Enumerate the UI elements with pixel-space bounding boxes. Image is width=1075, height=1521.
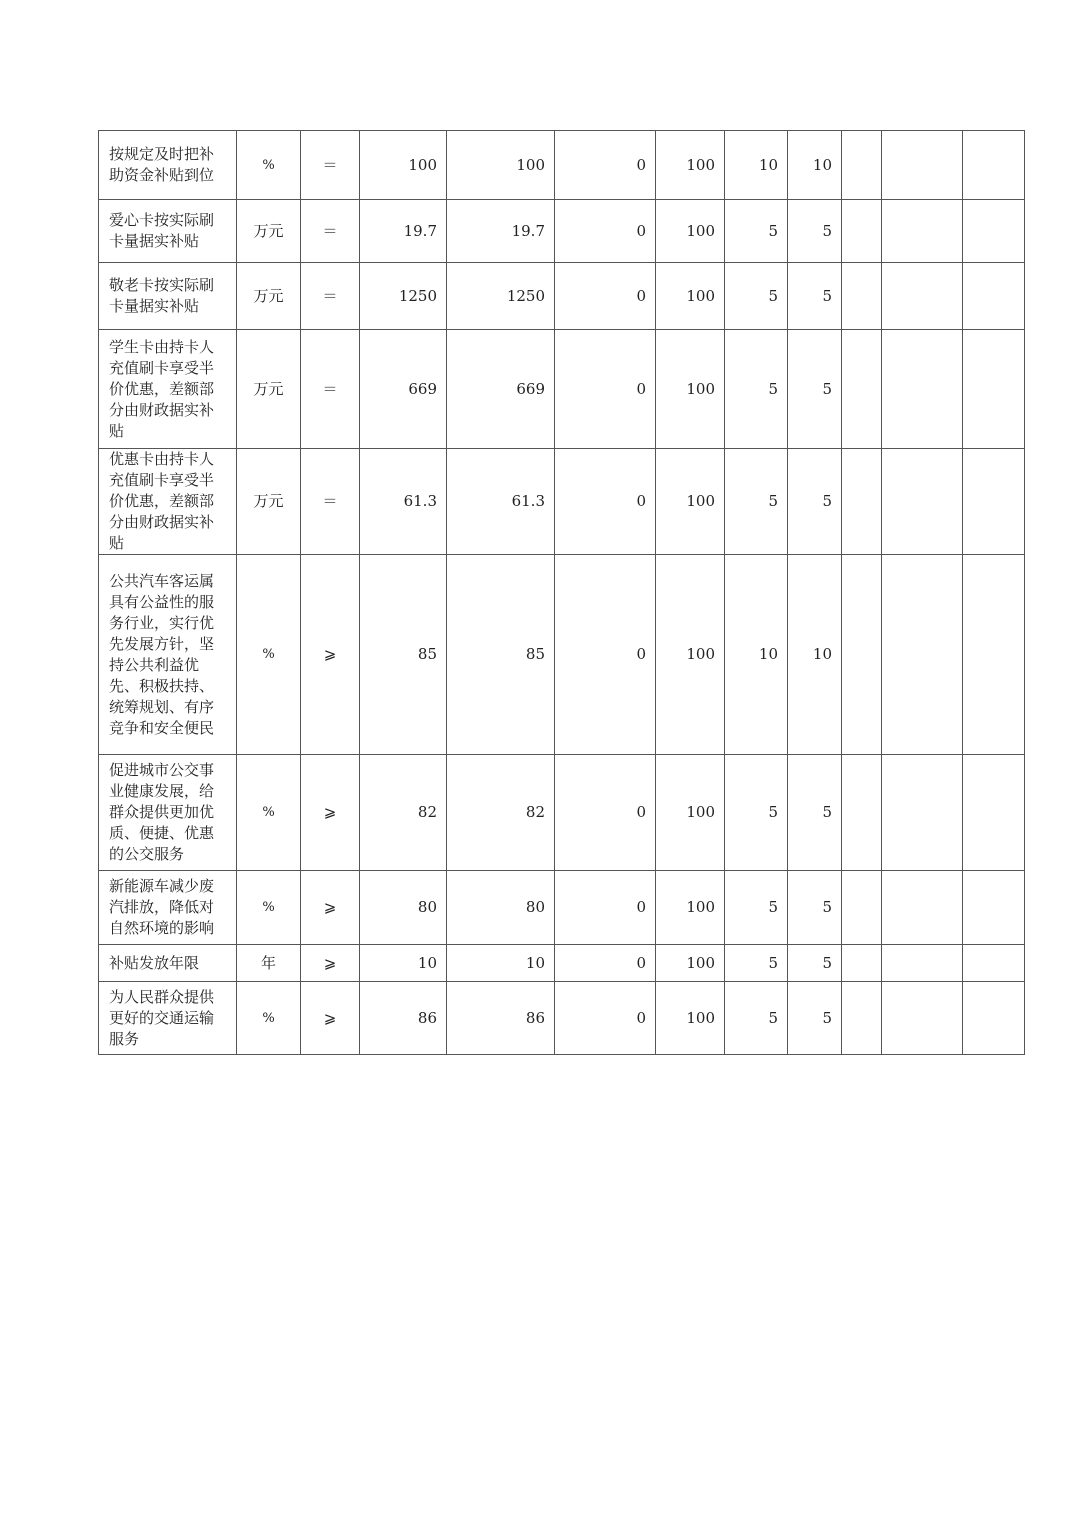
operator-cell: ⩾ xyxy=(301,755,360,871)
empty-cell xyxy=(882,945,963,982)
indicator-cell: 为人民群众提供更好的交通运输服务 xyxy=(99,982,237,1055)
score-cell: 5 xyxy=(788,871,842,945)
operator-cell: ⩾ xyxy=(301,555,360,755)
weight-cell: 5 xyxy=(725,755,788,871)
weight-cell: 5 xyxy=(725,200,788,263)
unit-cell: 万元 xyxy=(237,263,301,330)
empty-cell xyxy=(882,555,963,755)
weight-cell: 5 xyxy=(725,871,788,945)
empty-cell xyxy=(842,330,882,449)
empty-cell xyxy=(882,871,963,945)
target-value-cell: 80 xyxy=(360,871,447,945)
empty-cell xyxy=(963,200,1025,263)
weight-cell: 10 xyxy=(725,131,788,200)
target-value-cell: 82 xyxy=(360,755,447,871)
empty-cell xyxy=(882,200,963,263)
score-cell: 10 xyxy=(788,555,842,755)
deviation-cell: 0 xyxy=(555,555,656,755)
target-value-cell: 19.7 xyxy=(360,200,447,263)
actual-value-cell: 19.7 xyxy=(447,200,555,263)
score-cell: 5 xyxy=(788,330,842,449)
score-cell: 5 xyxy=(788,982,842,1055)
completion-rate-cell: 100 xyxy=(656,982,725,1055)
empty-cell xyxy=(842,449,882,555)
actual-value-cell: 85 xyxy=(447,555,555,755)
empty-cell xyxy=(842,555,882,755)
actual-value-cell: 61.3 xyxy=(447,449,555,555)
target-value-cell: 1250 xyxy=(360,263,447,330)
empty-cell xyxy=(882,755,963,871)
indicator-cell: 按规定及时把补助资金补贴到位 xyxy=(99,131,237,200)
score-cell: 5 xyxy=(788,263,842,330)
completion-rate-cell: 100 xyxy=(656,330,725,449)
weight-cell: 5 xyxy=(725,982,788,1055)
actual-value-cell: 80 xyxy=(447,871,555,945)
indicator-cell: 补贴发放年限 xyxy=(99,945,237,982)
performance-table xyxy=(98,130,1025,1055)
unit-cell: 年 xyxy=(237,945,301,982)
empty-cell xyxy=(963,555,1025,755)
table-row xyxy=(99,131,1025,200)
empty-cell xyxy=(882,449,963,555)
operator-cell: ＝ xyxy=(301,449,360,555)
actual-value-cell: 10 xyxy=(447,945,555,982)
score-cell: 5 xyxy=(788,449,842,555)
completion-rate-cell: 100 xyxy=(656,131,725,200)
deviation-cell: 0 xyxy=(555,263,656,330)
target-value-cell: 61.3 xyxy=(360,449,447,555)
deviation-cell: 0 xyxy=(555,449,656,555)
table-row xyxy=(99,871,1025,945)
empty-cell xyxy=(842,131,882,200)
deviation-cell: 0 xyxy=(555,330,656,449)
weight-cell: 5 xyxy=(725,263,788,330)
actual-value-cell: 1250 xyxy=(447,263,555,330)
deviation-cell: 0 xyxy=(555,945,656,982)
empty-cell xyxy=(963,449,1025,555)
actual-value-cell: 86 xyxy=(447,982,555,1055)
empty-cell xyxy=(842,945,882,982)
empty-cell xyxy=(963,131,1025,200)
completion-rate-cell: 100 xyxy=(656,945,725,982)
deviation-cell: 0 xyxy=(555,871,656,945)
target-value-cell: 100 xyxy=(360,131,447,200)
operator-cell: ＝ xyxy=(301,263,360,330)
actual-value-cell: 82 xyxy=(447,755,555,871)
table-row xyxy=(99,263,1025,330)
empty-cell xyxy=(963,945,1025,982)
target-value-cell: 669 xyxy=(360,330,447,449)
operator-cell: ＝ xyxy=(301,200,360,263)
completion-rate-cell: 100 xyxy=(656,200,725,263)
empty-cell xyxy=(963,982,1025,1055)
table-row xyxy=(99,200,1025,263)
weight-cell: 10 xyxy=(725,555,788,755)
indicator-cell: 爱心卡按实际刷卡量据实补贴 xyxy=(99,200,237,263)
target-value-cell: 85 xyxy=(360,555,447,755)
empty-cell xyxy=(882,982,963,1055)
completion-rate-cell: 100 xyxy=(656,263,725,330)
target-value-cell: 86 xyxy=(360,982,447,1055)
operator-cell: ＝ xyxy=(301,131,360,200)
completion-rate-cell: 100 xyxy=(656,555,725,755)
empty-cell xyxy=(963,330,1025,449)
deviation-cell: 0 xyxy=(555,131,656,200)
operator-cell: ＝ xyxy=(301,330,360,449)
deviation-cell: 0 xyxy=(555,982,656,1055)
unit-cell: % xyxy=(237,755,301,871)
indicator-cell: 促进城市公交事业健康发展，给群众提供更加优质、便捷、优惠的公交服务 xyxy=(99,755,237,871)
indicator-cell: 公共汽车客运属具有公益性的服务行业，实行优先发展方针，坚持公共利益优先、积极扶持、统筹规划、有序竞争和安全便民 xyxy=(99,555,237,755)
score-cell: 5 xyxy=(788,945,842,982)
unit-cell: 万元 xyxy=(237,330,301,449)
table-row xyxy=(99,555,1025,755)
deviation-cell: 0 xyxy=(555,200,656,263)
actual-value-cell: 669 xyxy=(447,330,555,449)
table-row xyxy=(99,945,1025,982)
empty-cell xyxy=(963,871,1025,945)
empty-cell xyxy=(882,330,963,449)
unit-cell: % xyxy=(237,871,301,945)
weight-cell: 5 xyxy=(725,330,788,449)
empty-cell xyxy=(842,982,882,1055)
empty-cell xyxy=(963,755,1025,871)
empty-cell xyxy=(842,263,882,330)
unit-cell: % xyxy=(237,131,301,200)
completion-rate-cell: 100 xyxy=(656,871,725,945)
score-cell: 5 xyxy=(788,755,842,871)
completion-rate-cell: 100 xyxy=(656,449,725,555)
operator-cell: ⩾ xyxy=(301,945,360,982)
unit-cell: 万元 xyxy=(237,449,301,555)
empty-cell xyxy=(963,263,1025,330)
operator-cell: ⩾ xyxy=(301,982,360,1055)
indicator-cell: 学生卡由持卡人充值刷卡享受半价优惠，差额部分由财政据实补贴 xyxy=(99,330,237,449)
table-row xyxy=(99,982,1025,1055)
indicator-cell: 敬老卡按实际刷卡量据实补贴 xyxy=(99,263,237,330)
unit-cell: % xyxy=(237,982,301,1055)
weight-cell: 5 xyxy=(725,945,788,982)
indicator-cell: 优惠卡由持卡人充值刷卡享受半价优惠，差额部分由财政据实补贴 xyxy=(99,449,237,555)
unit-cell: 万元 xyxy=(237,200,301,263)
score-cell: 10 xyxy=(788,131,842,200)
deviation-cell: 0 xyxy=(555,755,656,871)
actual-value-cell: 100 xyxy=(447,131,555,200)
score-cell: 5 xyxy=(788,200,842,263)
table-row xyxy=(99,330,1025,449)
operator-cell: ⩾ xyxy=(301,871,360,945)
weight-cell: 5 xyxy=(725,449,788,555)
empty-cell xyxy=(842,755,882,871)
empty-cell xyxy=(842,200,882,263)
indicator-cell: 新能源车减少废汽排放，降低对自然环境的影响 xyxy=(99,871,237,945)
empty-cell xyxy=(882,131,963,200)
table-row xyxy=(99,755,1025,871)
completion-rate-cell: 100 xyxy=(656,755,725,871)
empty-cell xyxy=(842,871,882,945)
unit-cell: % xyxy=(237,555,301,755)
empty-cell xyxy=(882,263,963,330)
table-row xyxy=(99,449,1025,555)
target-value-cell: 10 xyxy=(360,945,447,982)
